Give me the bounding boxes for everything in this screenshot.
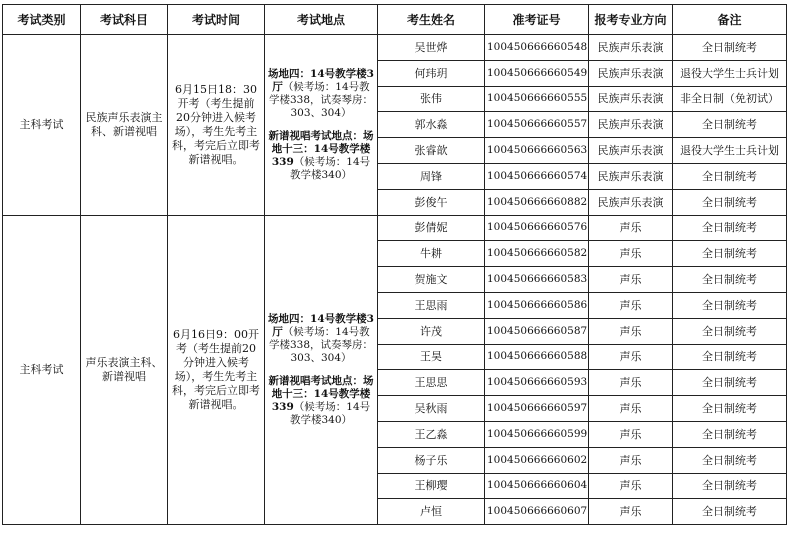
main-location: 场地四：14号教学楼3厅 bbox=[268, 67, 374, 93]
student-name: 彭倩妮 bbox=[378, 215, 485, 241]
note: 全日制统考 bbox=[673, 499, 787, 525]
category-cell: 主科考试 bbox=[3, 215, 81, 525]
student-name: 牛耕 bbox=[378, 241, 485, 267]
major: 民族声乐表演 bbox=[589, 163, 673, 189]
major: 声乐 bbox=[589, 447, 673, 473]
major: 民族声乐表演 bbox=[589, 86, 673, 112]
note: 全日制统考 bbox=[673, 370, 787, 396]
note: 全日制统考 bbox=[673, 344, 787, 370]
major: 民族声乐表演 bbox=[589, 35, 673, 61]
header-row bbox=[3, 5, 787, 35]
table-row bbox=[3, 215, 787, 241]
ticket-id: 100450666660586 bbox=[485, 292, 589, 318]
note: 全日制统考 bbox=[673, 112, 787, 138]
sight-singing-location-detail: （候考场：14号教学楼340） bbox=[289, 155, 371, 181]
spacer bbox=[268, 120, 374, 130]
exam-schedule-table bbox=[2, 4, 787, 525]
ticket-id: 100450666660548 bbox=[485, 35, 589, 61]
location-cell bbox=[265, 35, 378, 216]
main-location-detail: （候考场：14号教学楼338，试奏琴房：303、304） bbox=[268, 80, 374, 119]
major: 声乐 bbox=[589, 215, 673, 241]
ticket-id: 100450666660602 bbox=[485, 447, 589, 473]
major: 声乐 bbox=[589, 421, 673, 447]
ticket-id: 100450666660557 bbox=[485, 112, 589, 138]
spacer bbox=[268, 365, 374, 375]
header-name: 考生姓名 bbox=[378, 5, 485, 35]
ticket-id: 100450666660882 bbox=[485, 189, 589, 215]
note: 全日制统考 bbox=[673, 189, 787, 215]
student-name: 贺施文 bbox=[378, 267, 485, 293]
ticket-id: 100450666660563 bbox=[485, 138, 589, 164]
major: 声乐 bbox=[589, 396, 673, 422]
student-name: 王昊 bbox=[378, 344, 485, 370]
note: 全日制统考 bbox=[673, 163, 787, 189]
student-name: 周锋 bbox=[378, 163, 485, 189]
ticket-id: 100450666660555 bbox=[485, 86, 589, 112]
student-name: 张伟 bbox=[378, 86, 485, 112]
ticket-id: 100450666660604 bbox=[485, 473, 589, 499]
student-name: 杨子乐 bbox=[378, 447, 485, 473]
ticket-id: 100450666660593 bbox=[485, 370, 589, 396]
header-location: 考试地点 bbox=[265, 5, 378, 35]
note: 全日制统考 bbox=[673, 215, 787, 241]
note: 全日制统考 bbox=[673, 241, 787, 267]
table-row bbox=[3, 35, 787, 61]
ticket-id: 100450666660582 bbox=[485, 241, 589, 267]
student-name: 王思思 bbox=[378, 370, 485, 396]
sight-singing-location: 新谱视唱考试地点：场地十三：14号教学楼339 bbox=[268, 374, 374, 413]
note: 全日制统考 bbox=[673, 318, 787, 344]
student-name: 吴世烨 bbox=[378, 35, 485, 61]
header-time: 考试时间 bbox=[168, 5, 265, 35]
major: 声乐 bbox=[589, 344, 673, 370]
header-category: 考试类别 bbox=[3, 5, 81, 35]
student-name: 王乙淼 bbox=[378, 421, 485, 447]
ticket-id: 100450666660583 bbox=[485, 267, 589, 293]
major: 民族声乐表演 bbox=[589, 60, 673, 86]
ticket-id: 100450666660587 bbox=[485, 318, 589, 344]
student-name: 彭俊午 bbox=[378, 189, 485, 215]
note: 全日制统考 bbox=[673, 292, 787, 318]
note: 全日制统考 bbox=[673, 473, 787, 499]
subject-cell: 民族声乐表演主科、新谱视唱 bbox=[81, 35, 168, 216]
note: 非全日制（免初试） bbox=[673, 86, 787, 112]
time-cell: 6月15日18：30开考（考生提前20分钟进入候考场），考生先考主科，考完后立即考新谱视唱。 bbox=[168, 35, 265, 216]
student-name: 吴秋雨 bbox=[378, 396, 485, 422]
ticket-id: 100450666660607 bbox=[485, 499, 589, 525]
note: 全日制统考 bbox=[673, 421, 787, 447]
major: 民族声乐表演 bbox=[589, 138, 673, 164]
note: 全日制统考 bbox=[673, 396, 787, 422]
major: 民族声乐表演 bbox=[589, 189, 673, 215]
major: 民族声乐表演 bbox=[589, 112, 673, 138]
sight-singing-location-detail: （候考场：14号教学楼340） bbox=[289, 400, 371, 426]
main-location: 场地四：14号教学楼3厅 bbox=[268, 312, 374, 338]
time-cell: 6月16日9：00开考（考生提前20分钟进入候考场），考生先考主科，考完后立即考新谱视唱。 bbox=[168, 215, 265, 525]
student-name: 卢恒 bbox=[378, 499, 485, 525]
student-name: 张睿歆 bbox=[378, 138, 485, 164]
major: 声乐 bbox=[589, 292, 673, 318]
ticket-id: 100450666660574 bbox=[485, 163, 589, 189]
major: 声乐 bbox=[589, 499, 673, 525]
ticket-id: 100450666660588 bbox=[485, 344, 589, 370]
major: 声乐 bbox=[589, 318, 673, 344]
header-ticket-id: 准考证号 bbox=[485, 5, 589, 35]
note: 退役大学生士兵计划 bbox=[673, 138, 787, 164]
ticket-id: 100450666660576 bbox=[485, 215, 589, 241]
note: 退役大学生士兵计划 bbox=[673, 60, 787, 86]
header-subject: 考试科目 bbox=[81, 5, 168, 35]
table-body bbox=[3, 35, 787, 525]
header-major: 报考专业方向 bbox=[589, 5, 673, 35]
main-location-detail: （候考场：14号教学楼338，试奏琴房：303、304） bbox=[268, 325, 374, 364]
header-note: 备注 bbox=[673, 5, 787, 35]
major: 声乐 bbox=[589, 267, 673, 293]
note: 全日制统考 bbox=[673, 35, 787, 61]
student-name: 许茂 bbox=[378, 318, 485, 344]
ticket-id: 100450666660597 bbox=[485, 396, 589, 422]
ticket-id: 100450666660549 bbox=[485, 60, 589, 86]
major: 声乐 bbox=[589, 473, 673, 499]
ticket-id: 100450666660599 bbox=[485, 421, 589, 447]
subject-cell: 声乐表演主科、新谱视唱 bbox=[81, 215, 168, 525]
note: 全日制统考 bbox=[673, 447, 787, 473]
location-cell bbox=[265, 215, 378, 525]
student-name: 何玮玥 bbox=[378, 60, 485, 86]
major: 声乐 bbox=[589, 241, 673, 267]
student-name: 王思雨 bbox=[378, 292, 485, 318]
note: 全日制统考 bbox=[673, 267, 787, 293]
student-name: 王柳璎 bbox=[378, 473, 485, 499]
student-name: 郭水淼 bbox=[378, 112, 485, 138]
major: 声乐 bbox=[589, 370, 673, 396]
sight-singing-location: 新谱视唱考试地点：场地十三：14号教学楼339 bbox=[268, 129, 374, 168]
category-cell: 主科考试 bbox=[3, 35, 81, 216]
